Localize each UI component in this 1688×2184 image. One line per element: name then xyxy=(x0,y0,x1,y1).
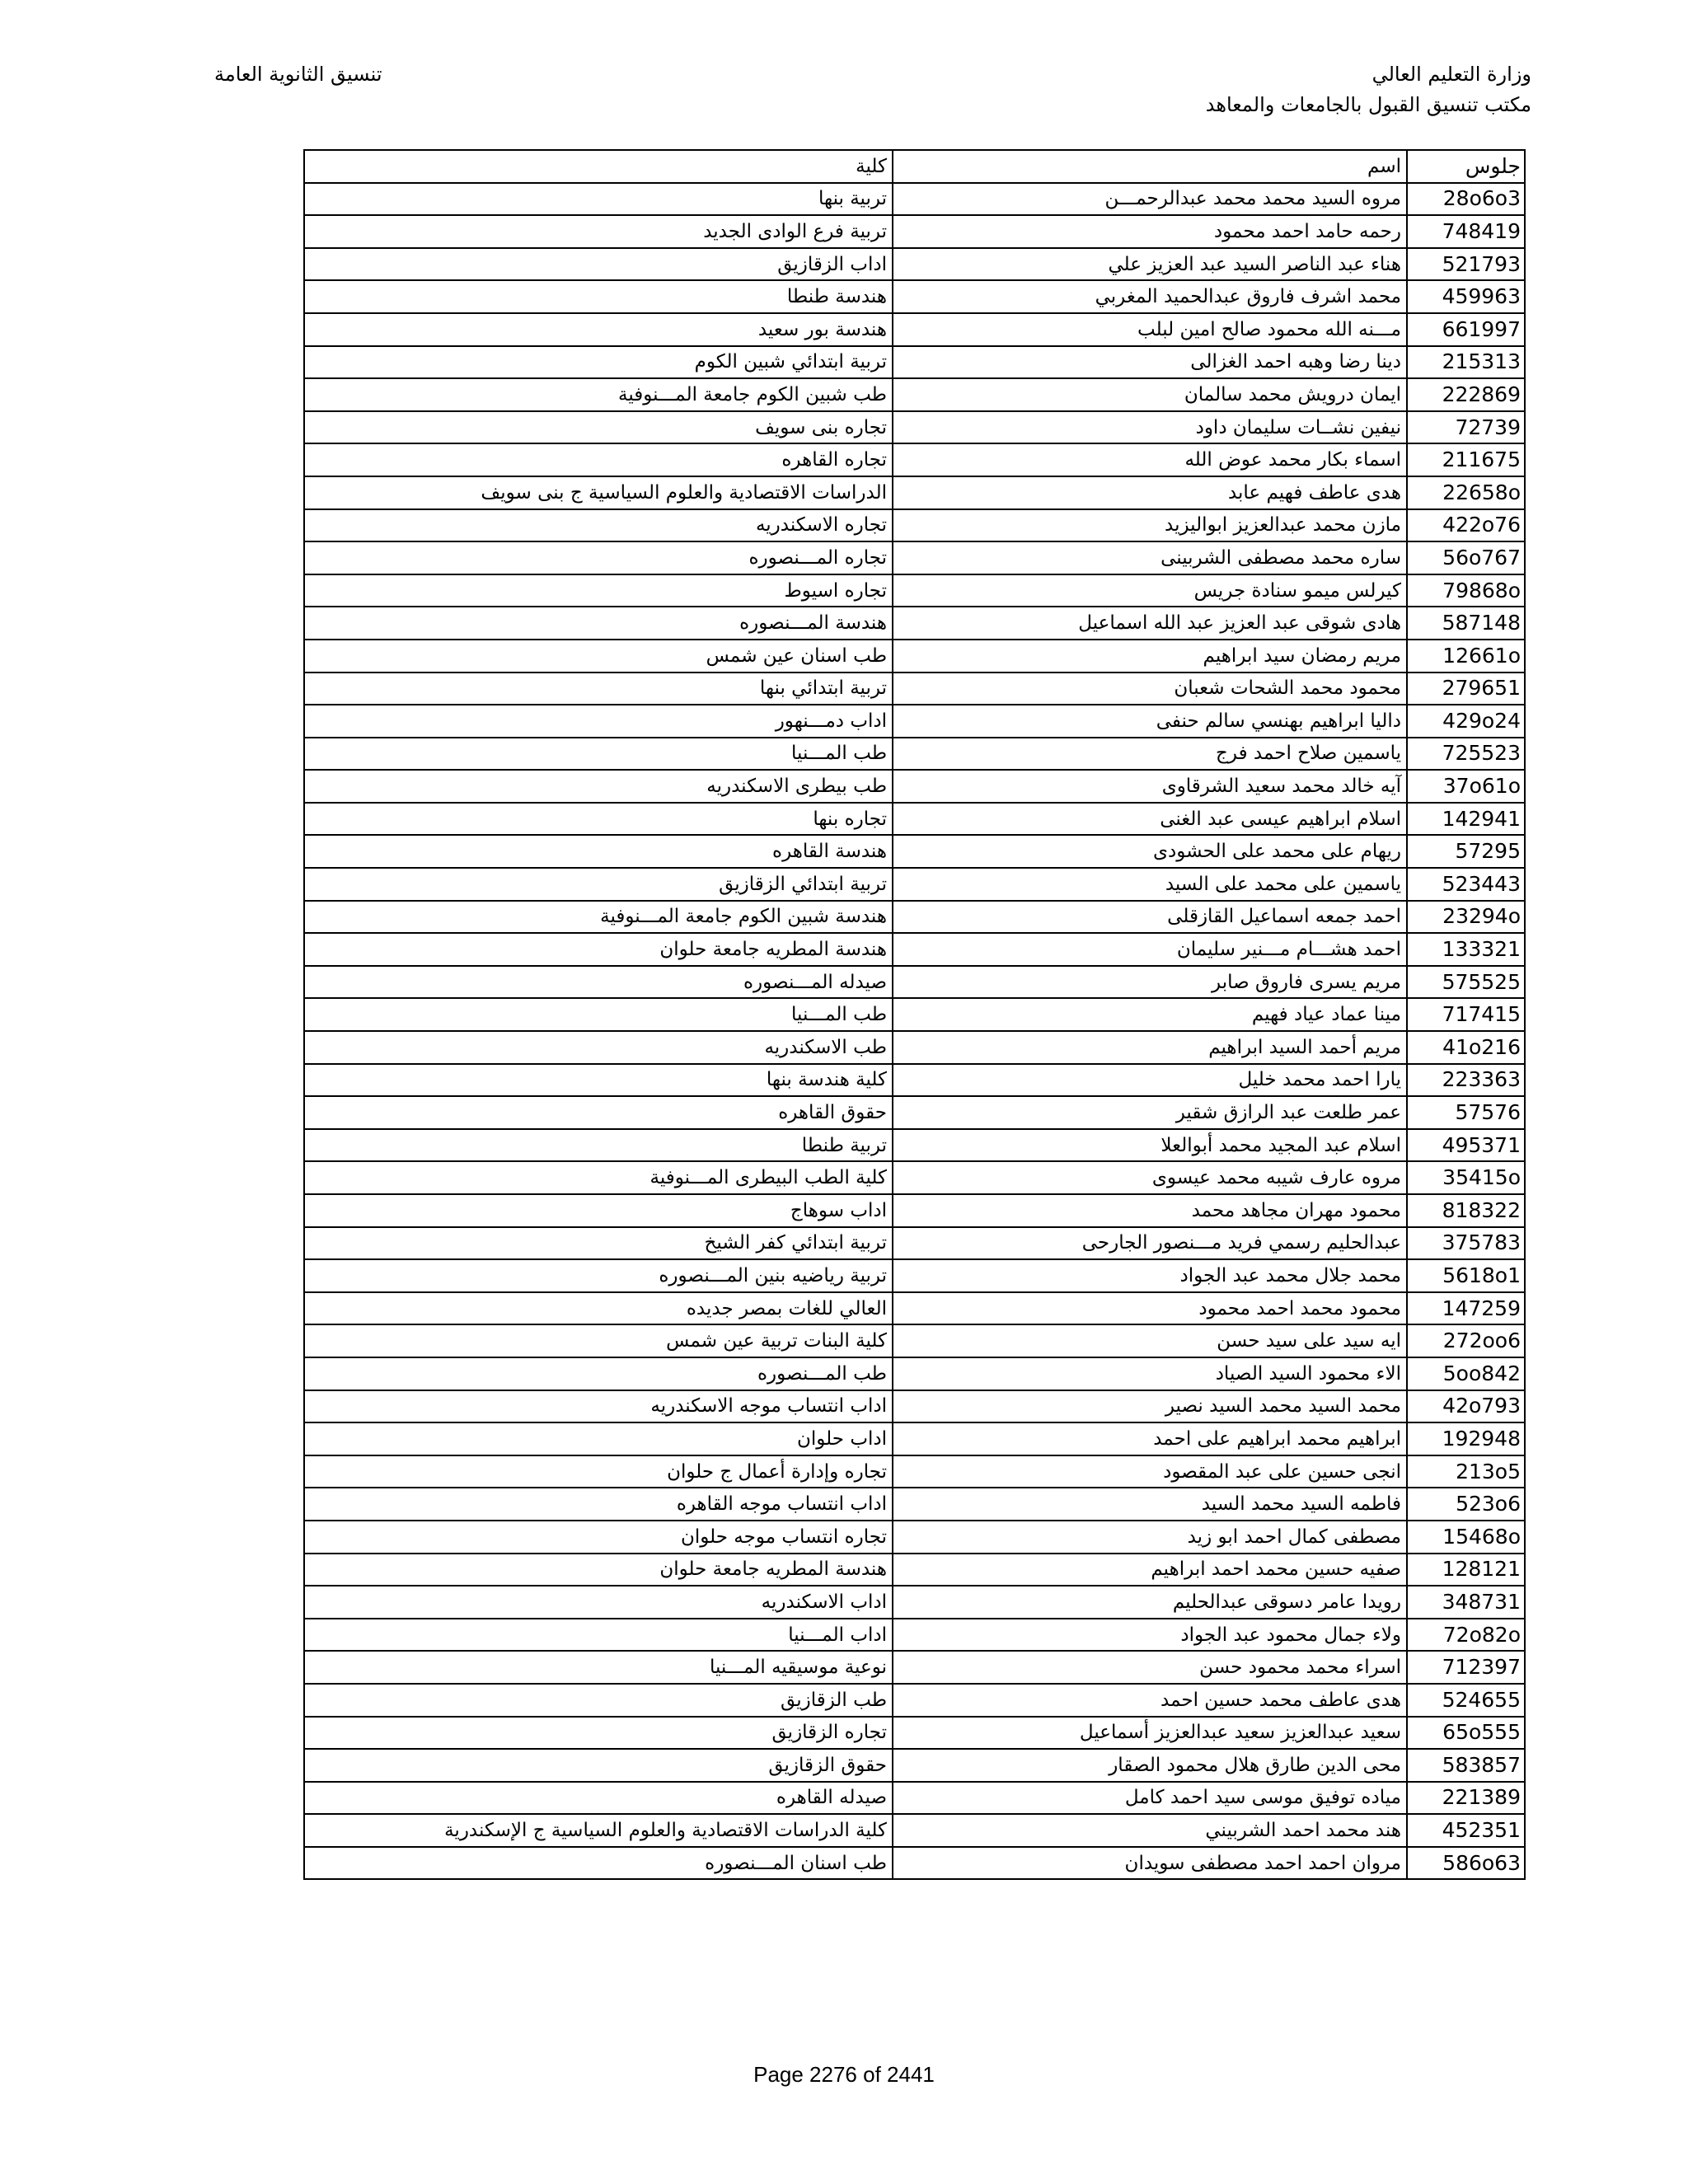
table-row xyxy=(304,346,1525,379)
seat-cell: 133321 xyxy=(1407,933,1525,966)
faculty-cell: هندسة طنطا xyxy=(304,280,893,313)
name-cell: ابراهيم محمد ابراهيم على احمد xyxy=(893,1422,1407,1455)
faculty-cell: اداب المـــنيا xyxy=(304,1619,893,1652)
faculty-cell: تربية ابتدائي بنها xyxy=(304,673,893,705)
faculty-cell: هندسة القاهره xyxy=(304,835,893,868)
name-cell: ياسمين صلاح احمد فرج xyxy=(893,738,1407,771)
name-cell: عبدالحليم رسمي فريد مـــنصور الجارحى xyxy=(893,1227,1407,1260)
seat-cell: 37o61o xyxy=(1407,770,1525,803)
seat-cell: 57576 xyxy=(1407,1096,1525,1129)
faculty-cell: هندسة المطريه جامعة حلوان xyxy=(304,1554,893,1586)
name-cell: مروه السيد محمد محمد عبدالرحمـــن xyxy=(893,183,1407,216)
table-header-row xyxy=(304,150,1525,183)
seat-cell: 725523 xyxy=(1407,738,1525,771)
table-row xyxy=(304,835,1525,868)
faculty-cell: تربية طنطا xyxy=(304,1129,893,1162)
faculty-cell: اداب انتساب موجه الاسكندريه xyxy=(304,1390,893,1423)
name-cell: ولاء جمال محمود عبد الجواد xyxy=(893,1619,1407,1652)
name-cell: مـــنه الله محمود صالح امين لبلب xyxy=(893,313,1407,346)
seat-cell: 65o555 xyxy=(1407,1717,1525,1750)
seat-cell: 818322 xyxy=(1407,1194,1525,1227)
seat-cell: 72739 xyxy=(1407,411,1525,444)
table-row xyxy=(304,1292,1525,1325)
faculty-cell: تجاره وإدارة أعمال ج حلوان xyxy=(304,1455,893,1488)
table-row xyxy=(304,541,1525,574)
name-cell: محمود محمد الشحات شعبان xyxy=(893,673,1407,705)
ministry-title: وزارة التعليم العالي xyxy=(1372,63,1531,86)
name-cell: هند محمد احمد الشربيني xyxy=(893,1814,1407,1847)
seat-cell: 586o63 xyxy=(1407,1847,1525,1880)
column-header-name: اسم xyxy=(893,150,1407,183)
name-cell: ريهام على محمد على الحشودى xyxy=(893,835,1407,868)
table-row xyxy=(304,1554,1525,1586)
table-row xyxy=(304,215,1525,248)
table-row xyxy=(304,1324,1525,1357)
name-cell: محمود محمد احمد محمود xyxy=(893,1292,1407,1325)
name-cell: احمد هشـــام مـــنير سليمان xyxy=(893,933,1407,966)
table-row xyxy=(304,998,1525,1031)
name-cell: ايه سيد على سيد حسن xyxy=(893,1324,1407,1357)
faculty-cell: هندسة المـــنصوره xyxy=(304,607,893,640)
name-cell: ساره محمد مصطفى الشربينى xyxy=(893,541,1407,574)
faculty-cell: اداب سوهاج xyxy=(304,1194,893,1227)
faculty-cell: كلية الطب البيطرى المـــنوفية xyxy=(304,1161,893,1194)
table-row xyxy=(304,1129,1525,1162)
name-cell: فاطمه السيد محمد السيد xyxy=(893,1488,1407,1521)
results-table xyxy=(303,149,1526,1880)
faculty-cell: هندسة المطريه جامعة حلوان xyxy=(304,933,893,966)
table-row xyxy=(304,901,1525,934)
faculty-cell: اداب دمـــنهور xyxy=(304,705,893,738)
table-row xyxy=(304,411,1525,444)
seat-cell: 521793 xyxy=(1407,248,1525,281)
name-cell: هناء عبد الناصر السيد عبد العزيز علي xyxy=(893,248,1407,281)
faculty-cell: الدراسات الاقتصادية والعلوم السياسية ج بنى سويف xyxy=(304,476,893,509)
seat-cell: 72o82o xyxy=(1407,1619,1525,1652)
table-row xyxy=(304,280,1525,313)
table-row xyxy=(304,1422,1525,1455)
faculty-cell: اداب الزقازيق xyxy=(304,248,893,281)
table-row xyxy=(304,1651,1525,1684)
seat-cell: 375783 xyxy=(1407,1227,1525,1260)
faculty-cell: اداب حلوان xyxy=(304,1422,893,1455)
table-row xyxy=(304,1619,1525,1652)
seat-cell: 147259 xyxy=(1407,1292,1525,1325)
table-row xyxy=(304,248,1525,281)
name-cell: مروان احمد احمد مصطفى سويدان xyxy=(893,1847,1407,1880)
faculty-cell: اداب الاسكندريه xyxy=(304,1586,893,1619)
office-title: مكتب تنسيق القبول بالجامعات والمعاهد xyxy=(1205,93,1531,116)
name-cell: مريم رمضان سيد ابراهيم xyxy=(893,640,1407,673)
name-cell: مروه عارف شيبه محمد عيسوى xyxy=(893,1161,1407,1194)
seat-cell: 192948 xyxy=(1407,1422,1525,1455)
faculty-cell: طب الاسكندريه xyxy=(304,1031,893,1064)
seat-cell: 279651 xyxy=(1407,673,1525,705)
table-row xyxy=(304,1521,1525,1554)
page-number: Page 2276 of 2441 xyxy=(753,2062,935,2087)
faculty-cell: تجاره بنها xyxy=(304,803,893,836)
seat-cell: 215313 xyxy=(1407,346,1525,379)
name-cell: يارا احمد محمد خليل xyxy=(893,1064,1407,1097)
table-row xyxy=(304,1161,1525,1194)
name-cell: كيرلس ميمو سنادة جريس xyxy=(893,574,1407,607)
name-cell: محمود مهران مجاهد محمد xyxy=(893,1194,1407,1227)
column-header-seat: جلوس xyxy=(1407,150,1525,183)
name-cell: اسلام عبد المجيد محمد أبوالعلا xyxy=(893,1129,1407,1162)
faculty-cell: هندسة شبين الكوم جامعة المـــنوفية xyxy=(304,901,893,934)
faculty-cell: طب المـــنيا xyxy=(304,998,893,1031)
faculty-cell: طب المـــنصوره xyxy=(304,1357,893,1390)
name-cell: رويدا عامر دسوقى عبدالحليم xyxy=(893,1586,1407,1619)
seat-cell: 587148 xyxy=(1407,607,1525,640)
table-row xyxy=(304,509,1525,542)
faculty-cell: طب شبين الكوم جامعة المـــنوفية xyxy=(304,378,893,411)
seat-cell: 452351 xyxy=(1407,1814,1525,1847)
seat-cell: 459963 xyxy=(1407,280,1525,313)
faculty-cell: نوعية موسيقيه المـــنيا xyxy=(304,1651,893,1684)
faculty-cell: طب اسنان المـــنصوره xyxy=(304,1847,893,1880)
table-row xyxy=(304,868,1525,901)
table-row xyxy=(304,705,1525,738)
faculty-cell: تربية بنها xyxy=(304,183,893,216)
faculty-cell: تربية ابتدائي كفر الشيخ xyxy=(304,1227,893,1260)
seat-cell: 523443 xyxy=(1407,868,1525,901)
seat-cell: 717415 xyxy=(1407,998,1525,1031)
name-cell: محى الدين طارق هلال محمود الصقار xyxy=(893,1749,1407,1782)
name-cell: داليا ابراهيم بهنسي سالم حنفى xyxy=(893,705,1407,738)
seat-cell: 429o24 xyxy=(1407,705,1525,738)
table-row xyxy=(304,1031,1525,1064)
name-cell: عمر طلعت عبد الرازق شقير xyxy=(893,1096,1407,1129)
table-row xyxy=(304,1096,1525,1129)
seat-cell: 272oo6 xyxy=(1407,1324,1525,1357)
seat-cell: 583857 xyxy=(1407,1749,1525,1782)
name-cell: دينا رضا وهبه احمد الغزالى xyxy=(893,346,1407,379)
table-row xyxy=(304,1227,1525,1260)
name-cell: ايمان درويش محمد سالمان xyxy=(893,378,1407,411)
seat-cell: 56o767 xyxy=(1407,541,1525,574)
faculty-cell: تجاره اسيوط xyxy=(304,574,893,607)
seat-cell: 495371 xyxy=(1407,1129,1525,1162)
seat-cell: 748419 xyxy=(1407,215,1525,248)
table-row xyxy=(304,183,1525,216)
seat-cell: 575525 xyxy=(1407,966,1525,999)
name-cell: محمد السيد محمد السيد نصير xyxy=(893,1390,1407,1423)
table-row xyxy=(304,313,1525,346)
table-row xyxy=(304,443,1525,476)
name-cell: آيه خالد محمد سعيد الشرقاوى xyxy=(893,770,1407,803)
faculty-cell: صيدله القاهره xyxy=(304,1782,893,1815)
table-row xyxy=(304,1782,1525,1815)
name-cell: مريم يسرى فاروق صابر xyxy=(893,966,1407,999)
name-cell: هادى شوقى عبد العزيز عبد الله اسماعيل xyxy=(893,607,1407,640)
seat-cell: 22658o xyxy=(1407,476,1525,509)
seat-cell: 42o793 xyxy=(1407,1390,1525,1423)
name-cell: ياسمين على محمد على السيد xyxy=(893,868,1407,901)
name-cell: سعيد عبدالعزيز سعيد عبدالعزيز أسماعيل xyxy=(893,1717,1407,1750)
table-row xyxy=(304,1749,1525,1782)
seat-cell: 712397 xyxy=(1407,1651,1525,1684)
table-row xyxy=(304,1684,1525,1717)
column-header-faculty: كلية xyxy=(304,150,893,183)
table-row xyxy=(304,1847,1525,1880)
seat-cell: 5oo842 xyxy=(1407,1357,1525,1390)
faculty-cell: طب اسنان عين شمس xyxy=(304,640,893,673)
faculty-cell: تربية ابتدائي شبين الكوم xyxy=(304,346,893,379)
table-row xyxy=(304,770,1525,803)
table-row xyxy=(304,738,1525,771)
table-row xyxy=(304,1488,1525,1521)
faculty-cell: اداب انتساب موجه القاهره xyxy=(304,1488,893,1521)
faculty-cell: صيدله المـــنصوره xyxy=(304,966,893,999)
faculty-cell: تربية فرع الوادى الجديد xyxy=(304,215,893,248)
table-row xyxy=(304,1717,1525,1750)
faculty-cell: طب بيطرى الاسكندريه xyxy=(304,770,893,803)
table-row xyxy=(304,1390,1525,1423)
table-row xyxy=(304,574,1525,607)
name-cell: مياده توفيق موسى سيد احمد كامل xyxy=(893,1782,1407,1815)
seat-cell: 524655 xyxy=(1407,1684,1525,1717)
table-row xyxy=(304,1586,1525,1619)
table-row xyxy=(304,607,1525,640)
faculty-cell: كلية الدراسات الاقتصادية والعلوم السياسية ج الإسكندرية xyxy=(304,1814,893,1847)
seat-cell: 5618o1 xyxy=(1407,1259,1525,1292)
table-row xyxy=(304,1259,1525,1292)
seat-cell: 35415o xyxy=(1407,1161,1525,1194)
name-cell: احمد جمعه اسماعيل القازقلى xyxy=(893,901,1407,934)
table-row xyxy=(304,1064,1525,1097)
name-cell: مينا عماد عياد فهيم xyxy=(893,998,1407,1031)
name-cell: اسماء بكار محمد عوض الله xyxy=(893,443,1407,476)
seat-cell: 41o216 xyxy=(1407,1031,1525,1064)
name-cell: هدى عاطف محمد حسين احمد xyxy=(893,1684,1407,1717)
name-cell: انجى حسين على عبد المقصود xyxy=(893,1455,1407,1488)
table-row xyxy=(304,476,1525,509)
seat-cell: 211675 xyxy=(1407,443,1525,476)
seat-cell: 222869 xyxy=(1407,378,1525,411)
seat-cell: 28o6o3 xyxy=(1407,183,1525,216)
name-cell: صفيه حسين محمد احمد ابراهيم xyxy=(893,1554,1407,1586)
faculty-cell: تجاره الزقازيق xyxy=(304,1717,893,1750)
table-row xyxy=(304,1814,1525,1847)
name-cell: هدى عاطف فهيم عابد xyxy=(893,476,1407,509)
seat-cell: 223363 xyxy=(1407,1064,1525,1097)
seat-cell: 523o6 xyxy=(1407,1488,1525,1521)
faculty-cell: تجاره انتساب موجه حلوان xyxy=(304,1521,893,1554)
name-cell: مصطفى كمال احمد ابو زيد xyxy=(893,1521,1407,1554)
faculty-cell: تجاره القاهره xyxy=(304,443,893,476)
seat-cell: 15468o xyxy=(1407,1521,1525,1554)
faculty-cell: تربية ابتدائي الزقازيق xyxy=(304,868,893,901)
seat-cell: 128121 xyxy=(1407,1554,1525,1586)
name-cell: رحمه حامد احمد محمود xyxy=(893,215,1407,248)
name-cell: مازن محمد عبدالعزيز ابواليزيد xyxy=(893,509,1407,542)
name-cell: الاء محمود السيد الصياد xyxy=(893,1357,1407,1390)
seat-cell: 348731 xyxy=(1407,1586,1525,1619)
table-row xyxy=(304,803,1525,836)
faculty-cell: هندسة بور سعيد xyxy=(304,313,893,346)
name-cell: نيفين نشــات سليمان داود xyxy=(893,411,1407,444)
faculty-cell: كلية البنات تربية عين شمس xyxy=(304,1324,893,1357)
faculty-cell: كلية هندسة بنها xyxy=(304,1064,893,1097)
table-row xyxy=(304,378,1525,411)
seat-cell: 142941 xyxy=(1407,803,1525,836)
seat-cell: 661997 xyxy=(1407,313,1525,346)
faculty-cell: طب الزقازيق xyxy=(304,1684,893,1717)
seat-cell: 12661o xyxy=(1407,640,1525,673)
seat-cell: 213o5 xyxy=(1407,1455,1525,1488)
seat-cell: 422o76 xyxy=(1407,509,1525,542)
faculty-cell: حقوق القاهره xyxy=(304,1096,893,1129)
seat-cell: 23294o xyxy=(1407,901,1525,934)
table-row xyxy=(304,966,1525,999)
track-title: تنسيق الثانوية العامة xyxy=(214,63,382,86)
faculty-cell: العالي للغات بمصر جديده xyxy=(304,1292,893,1325)
faculty-cell: تجاره الاسكندريه xyxy=(304,509,893,542)
faculty-cell: طب المـــنيا xyxy=(304,738,893,771)
table-row xyxy=(304,1357,1525,1390)
table-row xyxy=(304,640,1525,673)
name-cell: اسراء محمد محمود حسن xyxy=(893,1651,1407,1684)
faculty-cell: حقوق الزقازيق xyxy=(304,1749,893,1782)
table-row xyxy=(304,673,1525,705)
faculty-cell: تجاره المـــنصوره xyxy=(304,541,893,574)
name-cell: مريم أحمد السيد ابراهيم xyxy=(893,1031,1407,1064)
faculty-cell: تربية رياضيه بنين المـــنصوره xyxy=(304,1259,893,1292)
name-cell: محمد اشرف فاروق عبدالحميد المغربي xyxy=(893,280,1407,313)
seat-cell: 221389 xyxy=(1407,1782,1525,1815)
table-row xyxy=(304,933,1525,966)
table-row xyxy=(304,1194,1525,1227)
table-row xyxy=(304,1455,1525,1488)
seat-cell: 57295 xyxy=(1407,835,1525,868)
faculty-cell: تجاره بنى سويف xyxy=(304,411,893,444)
seat-cell: 79868o xyxy=(1407,574,1525,607)
name-cell: محمد جلال محمد عبد الجواد xyxy=(893,1259,1407,1292)
name-cell: اسلام ابراهيم عيسى عبد الغنى xyxy=(893,803,1407,836)
